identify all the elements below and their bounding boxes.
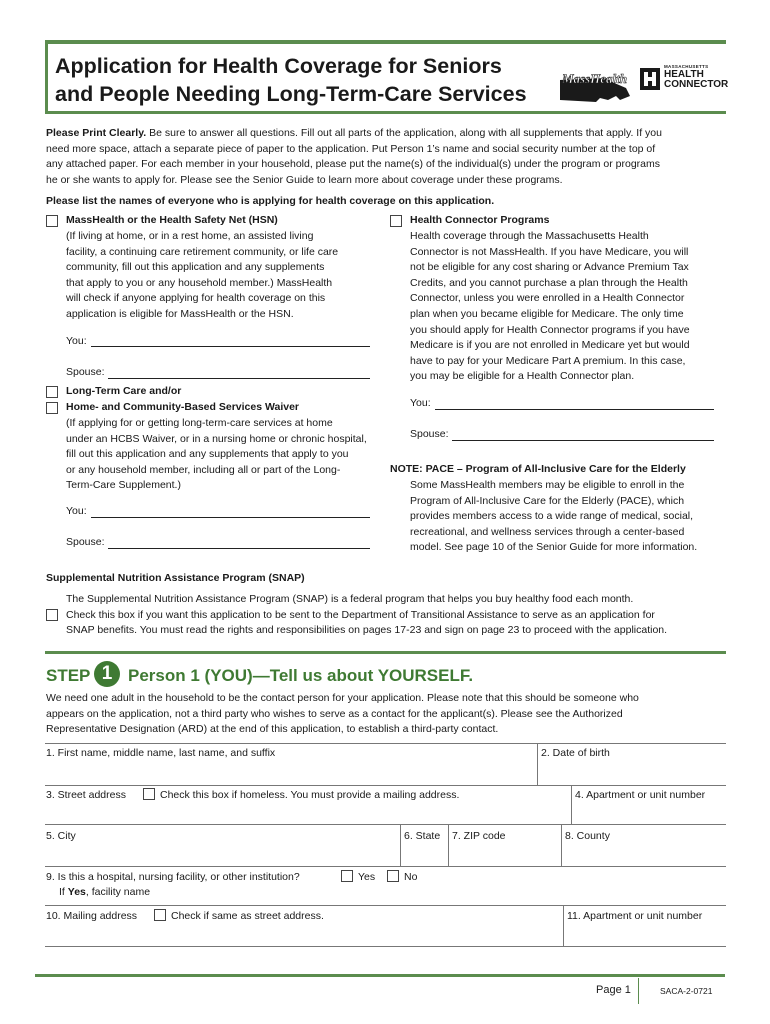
institution-no-checkbox[interactable] [387,870,399,882]
step-divider [45,651,726,654]
masshealth-spouse-label: Spouse: [66,366,105,378]
connector-description: Health coverage through the Massachusetts Health Connector is not MassHealth. If you have Medicare, you will not be eligible for any cost sharing or Advance Premium Tax Credits, and you cannot purchase a plan through the Health Connector, unless you were enrolled in a Health Connector plan when you became eligible for Medicare. The only time you should apply for Health Connector programs if you have Medicare is if you are not enrolled in Medicare yet but would have to pay for your Medicare Part A premium. In this case, you may be eligible for a Health Connector plan. [410,230,690,383]
dob-label: 2. Date of birth [541,747,610,759]
institution-yes-checkbox[interactable] [341,870,353,882]
hcbs-waiver-checkbox[interactable] [46,402,58,414]
page-title: Application for Health Coverage for Seniors and People Needing Long-Term-Care Services [55,54,527,106]
connector-heading: Health Connector Programs [410,214,550,226]
masshealth-spouse-field[interactable] [108,378,370,379]
list-heading: Please list the names of everyone who is applying for health coverage on this application. [46,195,495,207]
connector-spouse-label: Spouse: [410,428,449,440]
no-label: No [404,871,418,883]
ltc-description: (If applying for or getting long-term-care services at home under an HCBS Waiver, or in a nursing home or chronic hospital, fill out this application and any supplements that apply to you or any household member, including all or part of the Long- Term-Care Supplement.) [66,417,367,492]
form-rule [45,824,726,825]
form-divider [400,824,401,866]
snap-checkbox[interactable] [46,609,58,621]
masshealth-checkbox[interactable] [46,215,58,227]
same-as-street-checkbox[interactable] [154,909,166,921]
masshealth-heading: MassHealth or the Health Safety Net (HSN) [66,214,278,226]
first-name-label: 1. First name, middle name, last name, and suffix [46,747,276,759]
ltc-spouse-field[interactable] [108,548,370,549]
ltc-checkbox[interactable] [46,386,58,398]
form-divider [563,905,564,946]
apt-label: 4. Apartment or unit number [575,789,706,801]
ltc-heading: Long-Term Care and/or [66,385,182,397]
pace-description: Some MassHealth members may be eligible to enroll in the Program of All-Inclusive Care for the Elderly (PACE), which provides members access to a wide range of medical, social, recreational, and wellness services through a center-based model. See page 10 of the Senior Guide for more information. [410,479,698,554]
connector-you-field[interactable] [435,409,714,410]
snap-heading: Supplemental Nutrition Assistance Program (SNAP) [46,572,305,584]
connector-checkbox[interactable] [390,215,402,227]
form-rule [45,785,726,786]
masshealth-description: (If living at home, or in a rest home, an assisted living facility, a continuing care retirement community, or life care community, fill out this application and any supplements that apply to you or any household member.) MassHealth will check if anyone applying for health coverage on this application is eligible for MassHealth or the HSN. [66,230,339,320]
masshealth-logo [556,66,634,106]
footer-divider [638,978,639,1004]
form-code: SACA-2-0721 [660,986,713,996]
footer-rule [35,974,725,977]
mailing-label: 10. Mailing address [46,910,138,922]
hcbs-heading: Home- and Community-Based Services Waiver [66,401,300,413]
connector-spouse-field[interactable] [452,440,714,441]
step-number-badge: 1 [94,661,120,687]
form-divider [448,824,449,866]
yes-label: Yes [358,871,376,883]
page-number: Page 1 [596,984,631,996]
homeless-checkbox[interactable] [143,788,155,800]
form-rule [45,743,726,744]
institution-question: 9. Is this a hospital, nursing facility, or other institution? [46,871,300,883]
ltc-you-field[interactable] [91,517,370,518]
masshealth-you-label: You: [66,335,87,347]
street-label: 3. Street address [46,789,126,801]
city-label: 5. City [46,830,76,842]
connector-you-label: You: [410,397,431,409]
masshealth-you-field[interactable] [91,346,370,347]
apt2-label: 11. Apartment or unit number [567,910,703,922]
county-label: 8. County [565,830,610,842]
form-rule [45,946,726,947]
pace-heading: NOTE: PACE – Program of All-Inclusive Care for the Elderly [390,463,686,475]
step-label: STEP [46,666,91,685]
health-connector-logo: MASSACHUSETTS HEALTH CONNECTOR [640,64,724,94]
ltc-you-label: You: [66,505,87,517]
form-divider [571,785,572,824]
snap-description: The Supplemental Nutrition Assistance Program (SNAP) is a federal program that helps you buy healthy food each month. Check this box if you want this application to be sent to the Department of Transitional Assistance to serve as an application for SNAP benefits. You must read the rights and responsibilities on pages 17-23 and sign on page 23 to proceed with the application. [66,593,668,637]
svg-text:MassHealth: MassHealth [562,71,628,86]
same-as-street-label: Check if same as street address. [171,910,324,922]
zip-label: 7. ZIP code [452,830,506,842]
connector-mark-icon [640,68,660,90]
ltc-spouse-label: Spouse: [66,536,105,548]
homeless-label: Check this box if homeless. You must provide a mailing address. [160,789,460,801]
facility-name-label: If Yes, facility name [59,886,151,898]
form-rule [45,905,726,906]
form-divider [537,743,538,785]
form-rule [45,866,726,867]
step-description: We need one adult in the household to be the contact person for your application. Please note that this should be someone who appears on the application, not a third party who wishes to serve as a contact for the applicant(s). Please see the Authorized Representative Designation (ARD) at the end of this application, to establish a third-party contact. [46,692,639,736]
form-divider [561,824,562,866]
intro-paragraph: Please Print Clearly. Be sure to answer all questions. Fill out all parts of the application, along with all supplements that apply. If you need more space, attach a separate piece of paper to the application. Put Person 1’s name and social security number at the top of any attached paper. For each member in your household, please put the name(s) of the individual(s) under the program or programs he or she wants to apply for. Please see the Senior Guide to learn more about coverage under these programs. [46,127,662,186]
state-label: 6. State [404,830,441,842]
step-title: Person 1 (YOU)—Tell us about YOURSELF. [128,666,474,685]
